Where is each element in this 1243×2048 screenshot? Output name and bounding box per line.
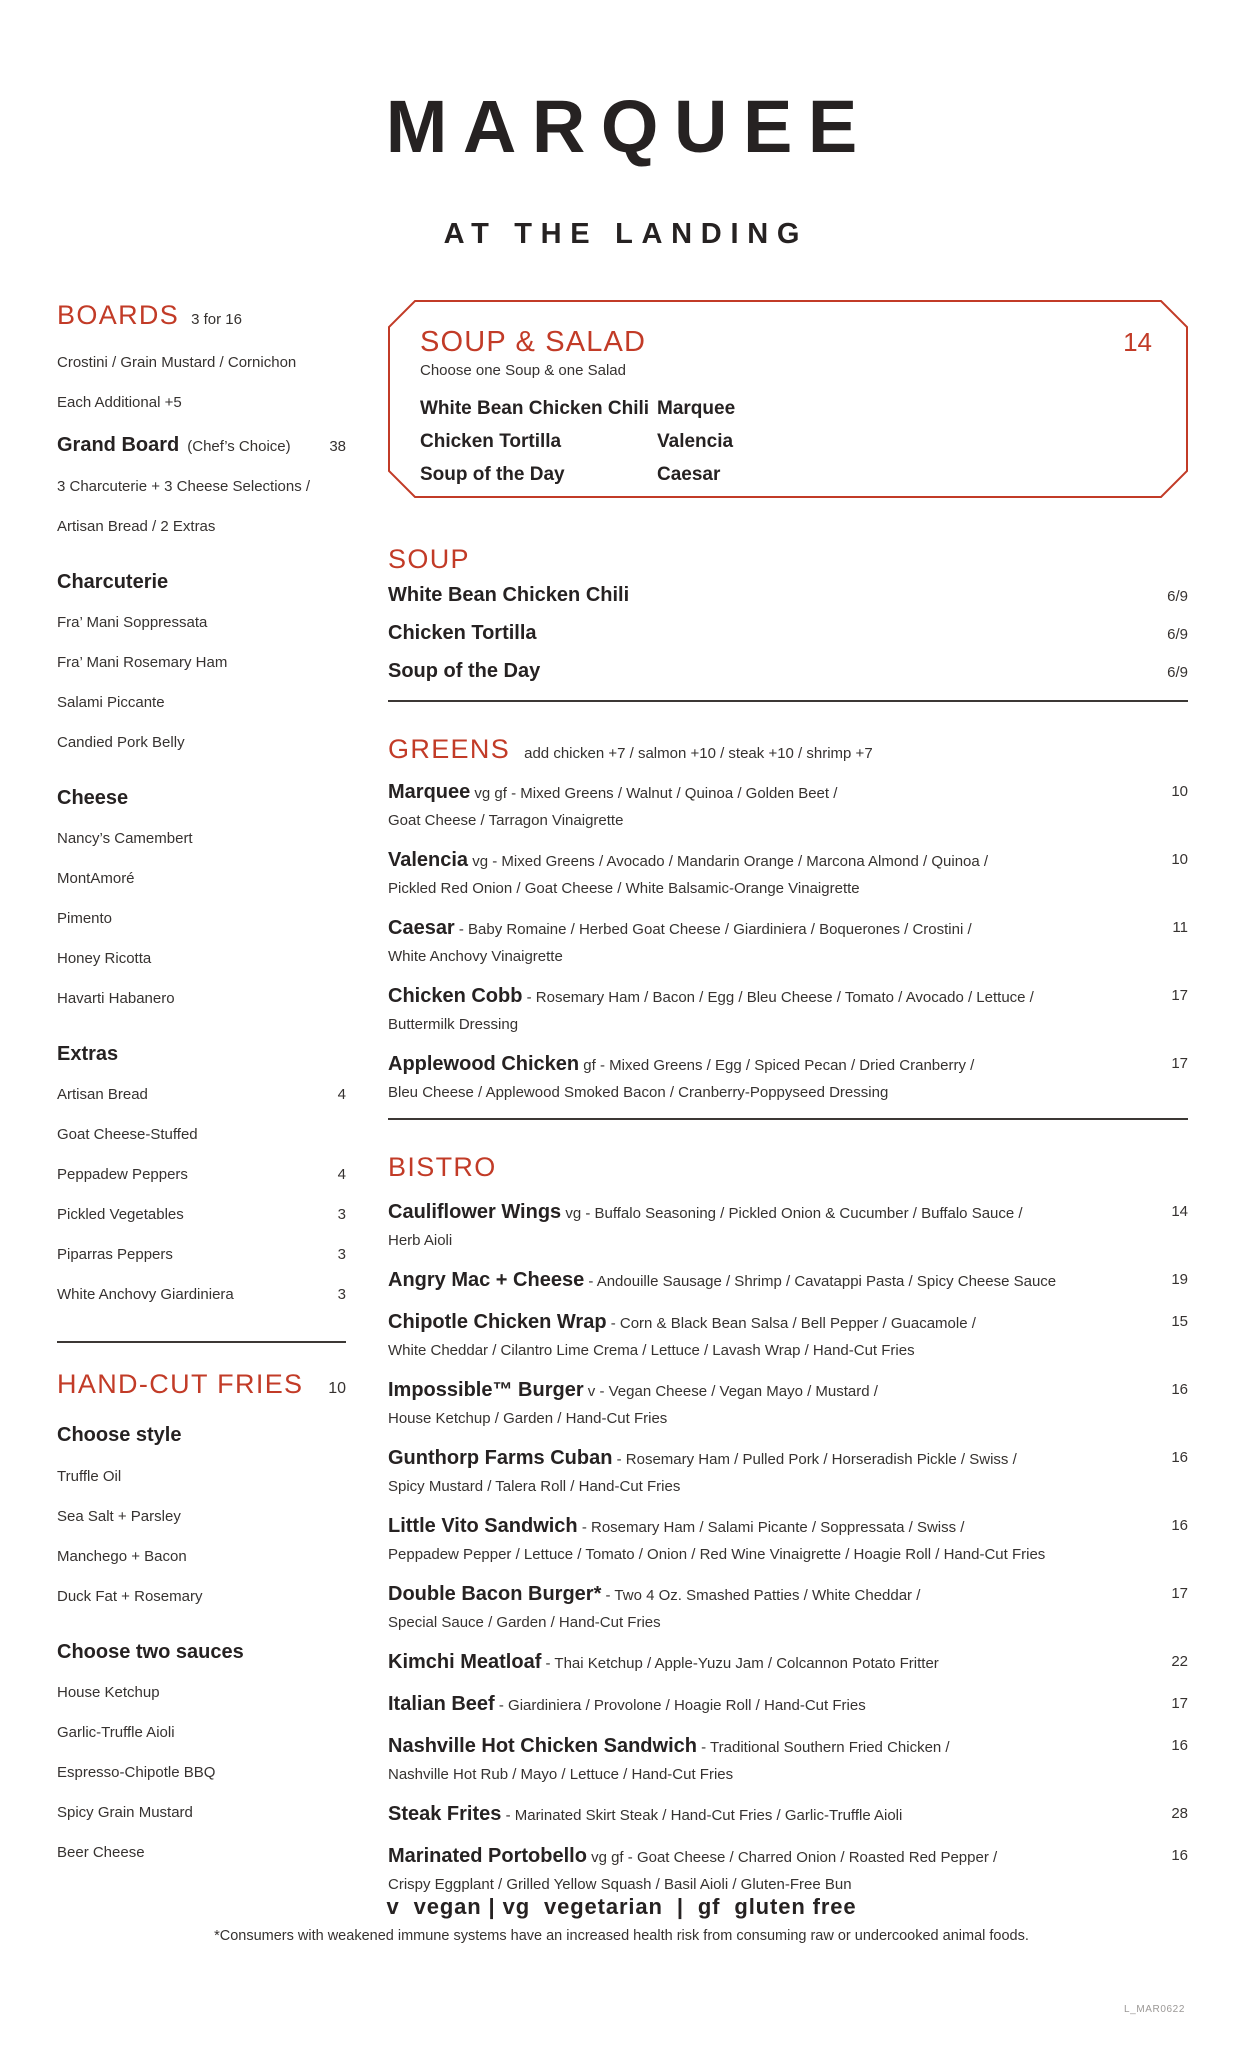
combo-salad-column — [657, 392, 735, 491]
item-price: 14 — [1171, 1203, 1188, 1220]
item-name: Marinated Portobello — [388, 1845, 587, 1867]
item-name: Valencia — [388, 849, 469, 871]
greens-item — [388, 846, 1188, 902]
item-price: 16 — [1171, 1517, 1188, 1534]
item-desc-2: White Anchovy Vinaigrette — [388, 948, 563, 965]
combo-salad-option: Caesar — [657, 464, 721, 485]
extras-item-row — [57, 1195, 346, 1235]
fries-sauce-item: House Ketchup — [57, 1684, 160, 1701]
item-desc-2: Buttermilk Dressing — [388, 1016, 519, 1033]
item-desc-2: White Cheddar / Cilantro Lime Crema / Lettuce / Lavash Wrap / Hand-Cut Fries — [388, 1342, 915, 1359]
extras-item-price: 3 — [337, 1246, 346, 1263]
item-name: Kimchi Meatloaf — [388, 1651, 542, 1673]
fries-sauce-heading: Choose two sauces — [57, 1640, 244, 1663]
soup-item-price: 6/9 — [1167, 588, 1188, 605]
item-tags: vg gf — [474, 785, 507, 802]
combo-soup-option: White Bean Chicken Chili — [420, 398, 650, 419]
item-price: 10 — [1171, 851, 1188, 868]
bistro-item — [388, 1266, 1188, 1296]
item-name: Chicken Cobb — [388, 985, 523, 1007]
extras-item-name: Artisan Bread — [57, 1086, 148, 1103]
combo-salad-option: Valencia — [657, 431, 734, 452]
boards-line: Each Additional +5 — [57, 394, 182, 411]
item-desc: - Two 4 Oz. Smashed Patties / White Cheddar / — [605, 1587, 921, 1604]
charcuterie-heading: Charcuterie — [57, 570, 169, 593]
grand-board-name: Grand Board — [57, 434, 180, 456]
cheese-item: Honey Ricotta — [57, 950, 152, 967]
combo-soup-column — [420, 392, 657, 491]
grand-board-desc: 3 Charcuterie + 3 Cheese Selections / — [57, 478, 311, 495]
combo-soup-option: Soup of the Day — [420, 464, 565, 485]
item-name: Caesar — [388, 917, 455, 939]
soup-item-name: White Bean Chicken Chili — [388, 584, 630, 606]
item-price: 16 — [1171, 1737, 1188, 1754]
extras-item-name: Piparras Peppers — [57, 1246, 173, 1263]
item-desc: - Goat Cheese / Charred Onion / Roasted Red Pepper / — [627, 1849, 998, 1866]
greens-item — [388, 982, 1188, 1038]
item-desc: - Rosemary Ham / Salami Picante / Soppressata / Swiss / — [581, 1519, 965, 1536]
soup-item-price: 6/9 — [1167, 626, 1188, 643]
fries-style-item: Sea Salt + Parsley — [57, 1508, 181, 1525]
item-tags: vg — [565, 1205, 582, 1222]
item-desc-2: House Ketchup / Garden / Hand-Cut Fries — [388, 1410, 668, 1427]
greens-item — [388, 1050, 1188, 1106]
item-tags: vg — [472, 853, 489, 870]
combo-heading-row — [420, 326, 1152, 359]
grand-board-note: (Chef’s Choice) — [187, 438, 291, 455]
item-desc: - Buffalo Seasoning / Pickled Onion & Cucumber / Buffalo Sauce / — [585, 1205, 1023, 1222]
bistro-item — [388, 1198, 1188, 1254]
combo-price: 14 — [1123, 327, 1152, 357]
greens-addons-note: add chicken +7 / salmon +10 / steak +10 / shrimp +7 — [524, 745, 873, 762]
item-desc: - Rosemary Ham / Pulled Pork / Horseradish Pickle / Swiss / — [616, 1451, 1017, 1468]
item-name: Double Bacon Burger* — [388, 1583, 602, 1605]
extras-item-price: 4 — [337, 1086, 346, 1103]
bistro-heading: BISTRO — [388, 1152, 497, 1182]
greens-heading: GREENS — [388, 734, 511, 764]
item-desc-2: Pickled Red Onion / Goat Cheese / White Balsamic-Orange Vinaigrette — [388, 880, 860, 897]
soup-item-row — [388, 622, 1188, 660]
restaurant-title: MARQUEE — [385, 85, 873, 168]
item-desc-2: Goat Cheese / Tarragon Vinaigrette — [388, 812, 624, 829]
greens-item — [388, 778, 1188, 834]
extras-item-price: 3 — [337, 1206, 346, 1223]
extras-heading: Extras — [57, 1042, 119, 1065]
item-desc: - Baby Romaine / Herbed Goat Cheese / Giardiniera / Boquerones / Crostini / — [458, 921, 972, 938]
fries-heading-row — [57, 1361, 346, 1407]
fries-style-item: Truffle Oil — [57, 1468, 122, 1485]
fries-style-item: Duck Fat + Rosemary — [57, 1588, 203, 1605]
item-desc-2: Bleu Cheese / Applewood Smoked Bacon / Cranberry-Poppyseed Dressing — [388, 1084, 889, 1101]
boards-deal-note: 3 for 16 — [191, 311, 242, 328]
extras-item-name: Pickled Vegetables — [57, 1206, 184, 1223]
item-name: Cauliflower Wings — [388, 1201, 562, 1223]
item-desc-2: Herb Aioli — [388, 1232, 453, 1249]
bistro-item — [388, 1842, 1188, 1898]
combo-salad-option: Marquee — [657, 398, 736, 419]
extras-item-row — [57, 1275, 346, 1315]
item-desc: - Vegan Cheese / Vegan Mayo / Mustard / — [599, 1383, 878, 1400]
soup-item-price: 6/9 — [1167, 664, 1188, 681]
extras-item-name: White Anchovy Giardiniera — [57, 1286, 234, 1303]
item-desc-2: Special Sauce / Garden / Hand-Cut Fries — [388, 1614, 661, 1631]
grand-board-row — [57, 423, 346, 467]
combo-note: Choose one Soup & one Salad — [420, 362, 626, 379]
item-desc-2: Spicy Mustard / Talera Roll / Hand-Cut Fries — [388, 1478, 681, 1495]
bistro-item — [388, 1690, 1188, 1720]
bistro-item — [388, 1512, 1188, 1568]
item-price: 15 — [1171, 1313, 1188, 1330]
extras-item-row — [57, 1235, 346, 1275]
item-desc-2: Crispy Eggplant / Grilled Yellow Squash / Basil Aioli / Gluten-Free Bun — [388, 1876, 852, 1893]
right-column — [388, 300, 1188, 1910]
item-desc: - Traditional Southern Fried Chicken / — [701, 1739, 950, 1756]
cheese-item: Pimento — [57, 910, 113, 927]
item-tags: v — [587, 1383, 596, 1400]
item-desc: - Corn & Black Bean Salsa / Bell Pepper / Guacamole / — [610, 1315, 976, 1332]
item-price: 10 — [1171, 783, 1188, 800]
cheese-item: Havarti Habanero — [57, 990, 175, 1007]
health-disclaimer: *Consumers with weakened immune systems have an increased health risk from consuming raw or undercooked animal foods. — [214, 1928, 1029, 1944]
extras-item-row — [57, 1155, 346, 1195]
item-desc: - Mixed Greens / Walnut / Quinoa / Golden Beet / — [511, 785, 838, 802]
cheese-item: Nancy’s Camembert — [57, 830, 193, 847]
charcuterie-item: Fra’ Mani Soppressata — [57, 614, 208, 631]
soup-item-name: Chicken Tortilla — [388, 622, 537, 644]
item-desc: - Andouille Sausage / Shrimp / Cavatappi Pasta / Spicy Cheese Sauce — [588, 1273, 1057, 1290]
item-name: Little Vito Sandwich — [388, 1515, 578, 1537]
restaurant-subtitle: AT THE LANDING — [443, 218, 809, 250]
greens-heading-row — [388, 732, 1188, 766]
item-name: Angry Mac + Cheese — [388, 1269, 585, 1291]
item-name: Italian Beef — [388, 1693, 495, 1715]
grand-board-price: 38 — [329, 438, 346, 455]
grand-board-desc: Artisan Bread / 2 Extras — [57, 518, 216, 535]
section-divider — [388, 700, 1188, 702]
fries-sauce-item: Espresso-Chipotle BBQ — [57, 1764, 216, 1781]
fries-sauce-item: Beer Cheese — [57, 1844, 145, 1861]
soup-and-salad-box — [388, 300, 1188, 498]
item-price: 16 — [1171, 1847, 1188, 1864]
extras-item-row — [57, 1115, 346, 1155]
item-name: Applewood Chicken — [388, 1053, 580, 1075]
greens-item — [388, 914, 1188, 970]
soup-item-row — [388, 660, 1188, 698]
fries-heading: HAND-CUT FRIES — [57, 1369, 304, 1399]
extras-item-row — [57, 1075, 346, 1115]
extras-item-name: Peppadew Peppers — [57, 1166, 188, 1183]
item-price: 17 — [1171, 1695, 1188, 1712]
fries-price: 10 — [328, 1380, 346, 1397]
boards-heading: BOARDS — [57, 300, 180, 330]
item-price: 16 — [1171, 1381, 1188, 1398]
bistro-item — [388, 1580, 1188, 1636]
item-name: Impossible™ Burger — [388, 1379, 584, 1401]
combo-soup-option: Chicken Tortilla — [420, 431, 562, 452]
boards-heading-row — [57, 300, 346, 331]
item-desc: - Mixed Greens / Egg / Spiced Pecan / Dried Cranberry / — [599, 1057, 975, 1074]
dietary-legend: v vegan | vg vegetarian | gf gluten free — [386, 1894, 857, 1919]
bistro-item — [388, 1444, 1188, 1500]
item-tags: gf — [583, 1057, 596, 1074]
item-price: 17 — [1171, 1585, 1188, 1602]
item-name: Gunthorp Farms Cuban — [388, 1447, 613, 1469]
boards-line: Crostini / Grain Mustard / Cornichon — [57, 354, 297, 371]
fries-style-heading: Choose style — [57, 1423, 182, 1446]
bistro-item — [388, 1732, 1188, 1788]
item-desc: - Mixed Greens / Avocado / Mandarin Orange / Marcona Almond / Quinoa / — [492, 853, 989, 870]
left-column-divider — [57, 1341, 346, 1343]
extras-item-price: 3 — [337, 1286, 346, 1303]
cheese-heading: Cheese — [57, 786, 129, 809]
bistro-item — [388, 1308, 1188, 1364]
bistro-item — [388, 1648, 1188, 1678]
charcuterie-item: Salami Piccante — [57, 694, 165, 711]
document-code: L_MAR0622 — [1124, 2004, 1185, 2015]
item-desc-2: Nashville Hot Rub / Mayo / Lettuce / Hand-Cut Fries — [388, 1766, 734, 1783]
charcuterie-item: Fra’ Mani Rosemary Ham — [57, 654, 228, 671]
item-name: Chipotle Chicken Wrap — [388, 1311, 607, 1333]
item-price: 17 — [1171, 987, 1188, 1004]
soup-heading: SOUP — [388, 544, 470, 574]
item-tags: vg gf — [591, 1849, 624, 1866]
bistro-item — [388, 1800, 1188, 1830]
fries-style-item: Manchego + Bacon — [57, 1548, 187, 1565]
item-name: Marquee — [388, 781, 471, 803]
item-price: 19 — [1171, 1271, 1188, 1288]
soup-item-name: Soup of the Day — [388, 660, 541, 682]
item-price: 16 — [1171, 1449, 1188, 1466]
extras-item-name: Goat Cheese-Stuffed — [57, 1126, 198, 1143]
combo-heading: SOUP & SALAD — [420, 326, 647, 358]
item-price: 11 — [1172, 919, 1188, 936]
fries-sauce-item: Spicy Grain Mustard — [57, 1804, 193, 1821]
item-desc-2: Peppadew Pepper / Lettuce / Tomato / Onion / Red Wine Vinaigrette / Hoagie Roll / Hand-Cut Fries — [388, 1546, 1046, 1563]
item-price: 28 — [1171, 1805, 1188, 1822]
item-name: Nashville Hot Chicken Sandwich — [388, 1735, 697, 1757]
section-divider — [388, 1118, 1188, 1120]
charcuterie-item: Candied Pork Belly — [57, 734, 185, 751]
item-desc: - Marinated Skirt Steak / Hand-Cut Fries / Garlic-Truffle Aioli — [505, 1807, 903, 1824]
item-price: 22 — [1171, 1653, 1188, 1670]
left-column — [57, 290, 346, 1873]
item-desc: - Thai Ketchup / Apple-Yuzu Jam / Colcannon Potato Fritter — [545, 1655, 939, 1672]
fries-sauce-item: Garlic-Truffle Aioli — [57, 1724, 175, 1741]
item-price: 17 — [1171, 1055, 1188, 1072]
item-desc: - Giardiniera / Provolone / Hoagie Roll / Hand-Cut Fries — [498, 1697, 866, 1714]
extras-item-price: 4 — [337, 1166, 346, 1183]
item-desc: - Rosemary Ham / Bacon / Egg / Bleu Cheese / Tomato / Avocado / Lettuce / — [526, 989, 1034, 1006]
cheese-item: MontAmoré — [57, 870, 135, 887]
bistro-item — [388, 1376, 1188, 1432]
item-name: Steak Frites — [388, 1803, 502, 1825]
soup-item-row — [388, 584, 1188, 622]
